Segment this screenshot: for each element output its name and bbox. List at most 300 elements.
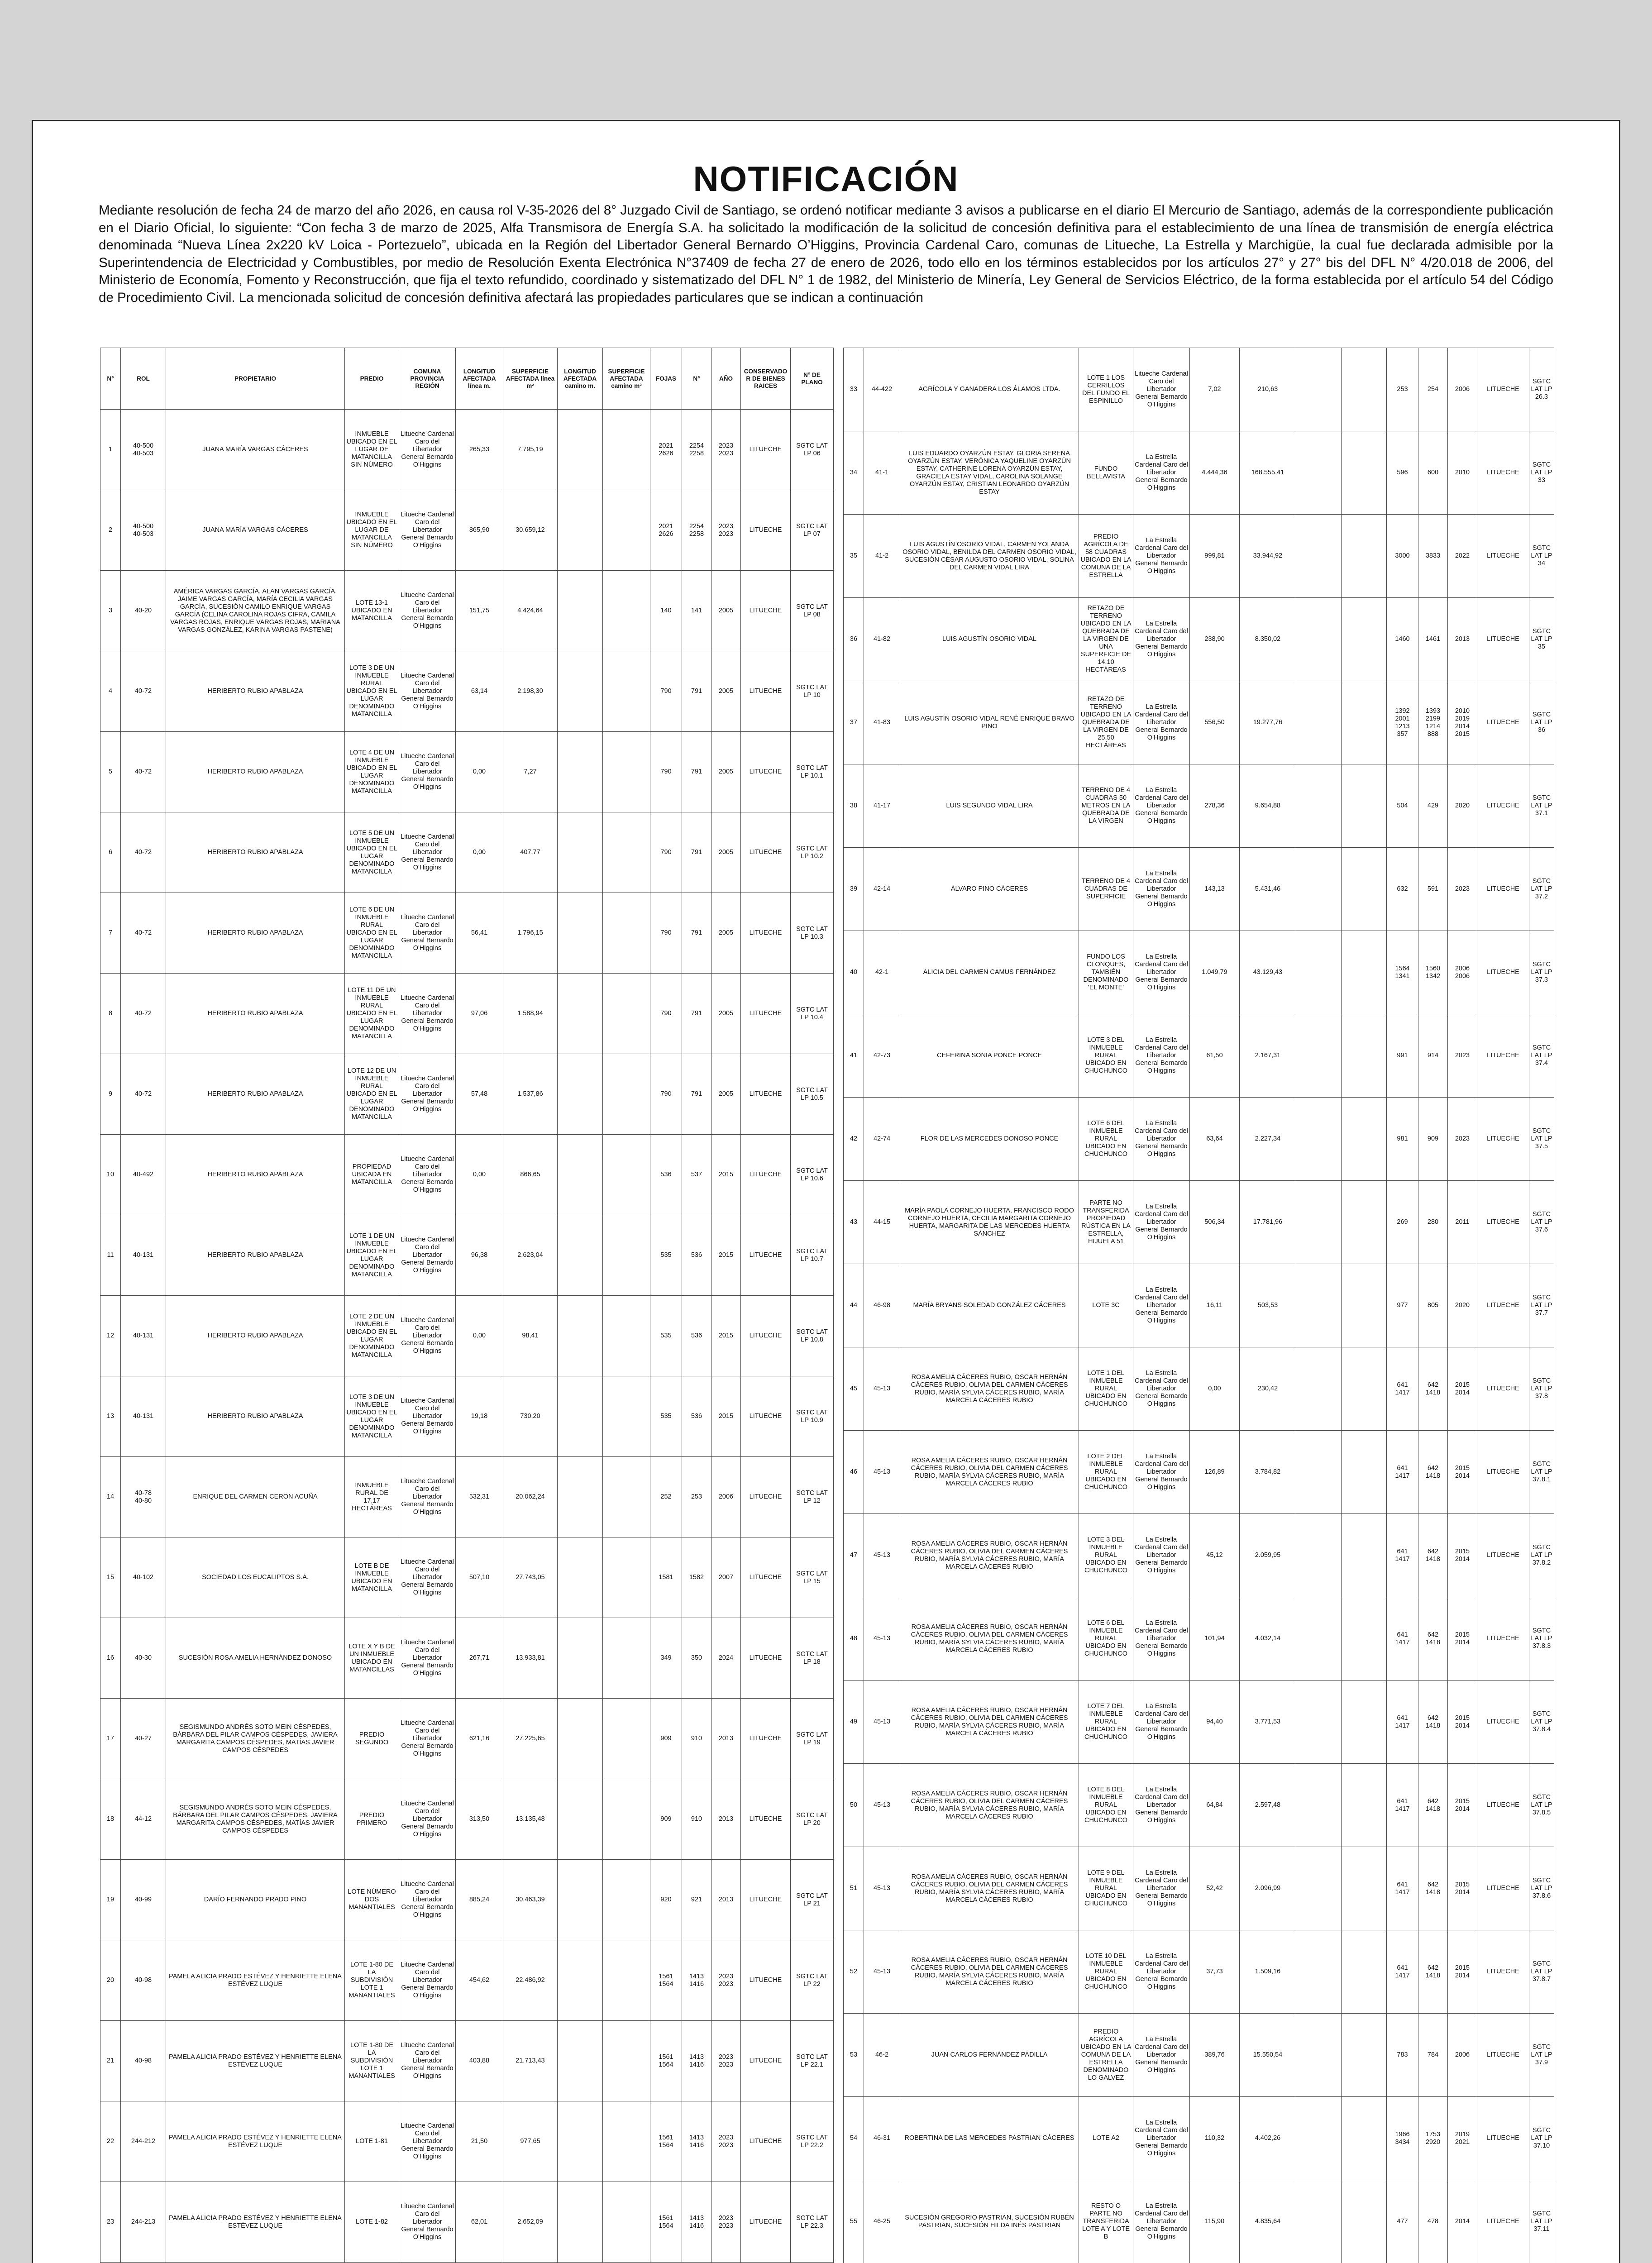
table-cell: 19.277,76 bbox=[1240, 681, 1296, 764]
table-cell: SGTC LAT LP 37.8.2 bbox=[1529, 1514, 1554, 1597]
table-cell: LOTE 3 DEL INMUEBLE RURAL UBICADO EN CHUCHUNCO bbox=[1079, 1514, 1133, 1597]
table-cell: 253 bbox=[1387, 348, 1418, 431]
table-cell: 350 bbox=[682, 1618, 711, 1699]
table-cell: PREDIO PRIMERO bbox=[345, 1779, 399, 1860]
table-cell bbox=[558, 410, 603, 490]
table-cell: La Estrella Cardenal Caro del Libertador General Bernardo O'Higgins bbox=[1133, 1514, 1190, 1597]
table-row bbox=[100, 571, 834, 651]
table-cell: 141 bbox=[682, 571, 711, 651]
table-cell: 790 bbox=[650, 1054, 682, 1135]
table-cell: 506,34 bbox=[1190, 1181, 1240, 1264]
table-cell: 535 bbox=[650, 1296, 682, 1376]
table-cell: 5 bbox=[100, 732, 121, 812]
table-cell: 805 bbox=[1418, 1264, 1448, 1347]
table-cell: 2.623,04 bbox=[503, 1215, 558, 1296]
table-cell: SGTC LAT LP 21 bbox=[791, 1860, 834, 1940]
table-cell: 2023 2023 bbox=[711, 1940, 741, 2021]
table-cell: 2005 bbox=[711, 651, 741, 732]
table-cell bbox=[603, 2101, 650, 2182]
table-cell: 40-98 bbox=[121, 2021, 166, 2101]
table-cell: LOTE 8 DEL INMUEBLE RURAL UBICADO EN CHUCHUNCO bbox=[1079, 1764, 1133, 1847]
table-row bbox=[844, 1264, 1554, 1347]
table-cell: 536 bbox=[682, 1296, 711, 1376]
table-cell: 977,65 bbox=[503, 2101, 558, 2182]
table-cell: LUIS AGUSTÍN OSORIO VIDAL bbox=[900, 598, 1079, 681]
column-header: PREDIO bbox=[345, 348, 399, 410]
table-cell bbox=[1342, 2180, 1387, 2263]
table-cell: La Estrella Cardenal Caro del Libertador General Bernardo O'Higgins bbox=[1133, 2180, 1190, 2263]
properties-table-left bbox=[100, 348, 834, 2263]
table-cell: 2254 2258 bbox=[682, 410, 711, 490]
table-cell: 730,20 bbox=[503, 1376, 558, 1457]
table-cell: 784 bbox=[1418, 2014, 1448, 2097]
table-cell: 8.350,02 bbox=[1240, 598, 1296, 681]
table-cell: La Estrella Cardenal Caro del Libertador General Bernardo O'Higgins bbox=[1133, 1264, 1190, 1347]
table-cell: 2005 bbox=[711, 893, 741, 974]
table-cell: 910 bbox=[682, 1699, 711, 1779]
table-cell: 407,77 bbox=[503, 812, 558, 893]
table-row bbox=[100, 893, 834, 974]
table-cell: 2015 2014 bbox=[1448, 1431, 1477, 1514]
table-cell: LOTE 13-1 UBICADO EN MATANCILLA bbox=[345, 571, 399, 651]
table-cell: 0,00 bbox=[456, 1296, 503, 1376]
properties-table-right bbox=[843, 348, 1554, 2263]
column-header: ROL bbox=[121, 348, 166, 410]
table-cell: LITUECHE bbox=[741, 2182, 791, 2263]
table-cell: 40-72 bbox=[121, 893, 166, 974]
table-cell: 1.537,86 bbox=[503, 1054, 558, 1135]
table-cell: 267,71 bbox=[456, 1618, 503, 1699]
table-cell: RETAZO DE TERRENO UBICADO EN LA QUEBRADA DE LA VIRGEN DE 25,50 HECTÁREAS bbox=[1079, 681, 1133, 764]
table-cell bbox=[603, 1779, 650, 1860]
table-cell: La Estrella Cardenal Caro del Libertador General Bernardo O'Higgins bbox=[1133, 764, 1190, 848]
table-cell: 507,10 bbox=[456, 1537, 503, 1618]
table-cell: 13.933,81 bbox=[503, 1618, 558, 1699]
table-cell: INMUEBLE RURAL DE 17,17 HECTÁREAS bbox=[345, 1457, 399, 1537]
table-cell: TERRENO DE 4 CUADRAS 50 METROS EN LA QUEBRADA DE LA VIRGEN bbox=[1079, 764, 1133, 848]
table-cell: LITUECHE bbox=[1477, 1764, 1529, 1847]
table-cell: ÁLVARO PINO CÁCERES bbox=[900, 848, 1079, 931]
table-cell: Litueche Cardenal Caro del Libertador General Bernardo O'Higgins bbox=[399, 1940, 456, 2021]
table-cell: 96,38 bbox=[456, 1215, 503, 1296]
table-cell: 140 bbox=[650, 571, 682, 651]
table-cell bbox=[1296, 1014, 1342, 1098]
table-row bbox=[844, 1597, 1554, 1681]
table-cell: 2.198,30 bbox=[503, 651, 558, 732]
table-cell: 790 bbox=[650, 974, 682, 1054]
table-cell: La Estrella Cardenal Caro del Libertador General Bernardo O'Higgins bbox=[1133, 1930, 1190, 2014]
table-cell: 27.225,65 bbox=[503, 1699, 558, 1779]
table-cell: 1582 bbox=[682, 1537, 711, 1618]
table-cell: 2010 2019 2014 2015 bbox=[1448, 681, 1477, 764]
table-cell: Litueche Cardenal Caro del Libertador General Bernardo O'Higgins bbox=[399, 2021, 456, 2101]
table-cell: 252 bbox=[650, 1457, 682, 1537]
table-cell: 535 bbox=[650, 1376, 682, 1457]
table-cell: FUNDO BELLAVISTA bbox=[1079, 431, 1133, 515]
table-cell: 49 bbox=[844, 1681, 864, 1764]
table-cell: 642 1418 bbox=[1418, 1930, 1448, 2014]
table-cell bbox=[558, 2021, 603, 2101]
table-cell: 791 bbox=[682, 893, 711, 974]
table-cell bbox=[558, 812, 603, 893]
table-cell: 2023 2023 bbox=[711, 410, 741, 490]
table-cell: 1461 bbox=[1418, 598, 1448, 681]
table-cell bbox=[603, 2021, 650, 2101]
table-cell: 115,90 bbox=[1190, 2180, 1240, 2263]
table-cell: 14 bbox=[100, 1457, 121, 1537]
table-cell: SGTC LAT LP 22.1 bbox=[791, 2021, 834, 2101]
table-cell: 642 1418 bbox=[1418, 1764, 1448, 1847]
table-cell: 0,00 bbox=[456, 732, 503, 812]
table-cell: LITUECHE bbox=[741, 1779, 791, 1860]
table-cell: La Estrella Cardenal Caro del Libertador General Bernardo O'Higgins bbox=[1133, 848, 1190, 931]
column-header: LONGITUD AFECTADA línea m. bbox=[456, 348, 503, 410]
table-cell: 44 bbox=[844, 1264, 864, 1347]
table-cell: 52,42 bbox=[1190, 1847, 1240, 1930]
table-cell: Litueche Cardenal Caro del Libertador General Bernardo O'Higgins bbox=[399, 571, 456, 651]
table-cell: 43 bbox=[844, 1181, 864, 1264]
table-cell: 313,50 bbox=[456, 1779, 503, 1860]
table-cell bbox=[558, 1779, 603, 1860]
table-cell: 40-20 bbox=[121, 571, 166, 651]
table-cell: 40-131 bbox=[121, 1376, 166, 1457]
table-cell: RETAZO DE TERRENO UBICADO EN LA QUEBRADA DE LA VIRGEN DE UNA SUPERFICIE DE 14,10 HECTÁREAS bbox=[1079, 598, 1133, 681]
table-cell: 43.129,43 bbox=[1240, 931, 1296, 1014]
table-cell: 909 bbox=[650, 1779, 682, 1860]
table-cell: LOTE 1-81 bbox=[345, 2101, 399, 2182]
table-cell: INMUEBLE UBICADO EN EL LUGAR DE MATANCILLA SIN NÚMERO bbox=[345, 410, 399, 490]
table-cell: LITUECHE bbox=[741, 1135, 791, 1215]
table-cell bbox=[558, 1054, 603, 1135]
table-cell: 885,24 bbox=[456, 1860, 503, 1940]
table-cell: 19,18 bbox=[456, 1376, 503, 1457]
table-cell: LITUECHE bbox=[1477, 1431, 1529, 1514]
table-cell: 641 1417 bbox=[1387, 1930, 1418, 2014]
table-cell: 0,00 bbox=[456, 1135, 503, 1215]
table-cell bbox=[1342, 848, 1387, 931]
table-cell: ROSA AMELIA CÁCERES RUBIO, OSCAR HERNÁN CÁCERES RUBIO, OLIVIA DEL CARMEN CÁCERES RUBIO, MARÍA SYLVIA CÁCERES RUBIO, MARÍA MARCELA CÁCERES RUBIO bbox=[900, 1597, 1079, 1681]
table-cell: LITUECHE bbox=[1477, 1264, 1529, 1347]
table-cell: 2023 bbox=[1448, 848, 1477, 931]
table-cell: 1413 1416 bbox=[682, 1940, 711, 2021]
table-cell: PAMELA ALICIA PRADO ESTÉVEZ Y HENRIETTE ELENA ESTÉVEZ LUQUE bbox=[166, 2101, 345, 2182]
table-cell: 2005 bbox=[711, 974, 741, 1054]
table-cell: 46-25 bbox=[864, 2180, 900, 2263]
table-cell: LITUECHE bbox=[1477, 1930, 1529, 2014]
table-cell: SGTC LAT LP 20 bbox=[791, 1779, 834, 1860]
table-cell: 7.795,19 bbox=[503, 410, 558, 490]
table-cell: 2013 bbox=[711, 1699, 741, 1779]
table-cell: Litueche Cardenal Caro del Libertador General Bernardo O'Higgins bbox=[399, 974, 456, 1054]
table-row bbox=[844, 1014, 1554, 1098]
table-cell bbox=[1342, 1764, 1387, 1847]
table-cell: SGTC LAT LP 10.8 bbox=[791, 1296, 834, 1376]
table-cell: 21 bbox=[100, 2021, 121, 2101]
table-cell: 1413 1416 bbox=[682, 2182, 711, 2263]
table-cell bbox=[558, 1215, 603, 1296]
table-cell: 238,90 bbox=[1190, 598, 1240, 681]
table-cell: 642 1418 bbox=[1418, 1681, 1448, 1764]
table-cell bbox=[1342, 348, 1387, 431]
table-cell: 536 bbox=[650, 1135, 682, 1215]
table-cell: MARÍA BRYANS SOLEDAD GONZÁLEZ CÁCERES bbox=[900, 1264, 1079, 1347]
table-cell: 7,27 bbox=[503, 732, 558, 812]
table-cell: 46-31 bbox=[864, 2097, 900, 2180]
table-header-row bbox=[100, 348, 834, 410]
table-cell: 62,01 bbox=[456, 2182, 503, 2263]
table-cell: 454,62 bbox=[456, 1940, 503, 2021]
table-cell: Litueche Cardenal Caro del Libertador General Bernardo O'Higgins bbox=[399, 1215, 456, 1296]
table-cell: 791 bbox=[682, 974, 711, 1054]
table-cell: 40-78 40-80 bbox=[121, 1457, 166, 1537]
table-row bbox=[844, 2097, 1554, 2180]
table-row bbox=[100, 2182, 834, 2263]
table-cell: TERRENO DE 4 CUADRAS DE SUPERFICIE bbox=[1079, 848, 1133, 931]
table-cell: 7 bbox=[100, 893, 121, 974]
table-cell: HERIBERTO RUBIO APABLAZA bbox=[166, 651, 345, 732]
table-cell bbox=[603, 1618, 650, 1699]
table-cell bbox=[1342, 764, 1387, 848]
table-cell bbox=[603, 893, 650, 974]
table-cell: 1.588,94 bbox=[503, 974, 558, 1054]
table-cell: SGTC LAT LP 12 bbox=[791, 1457, 834, 1537]
table-cell: 143,13 bbox=[1190, 848, 1240, 931]
table-cell: 1966 3434 bbox=[1387, 2097, 1418, 2180]
table-cell: LITUECHE bbox=[1477, 1181, 1529, 1264]
table-cell: Litueche Cardenal Caro del Libertador General Bernardo O'Higgins bbox=[399, 410, 456, 490]
table-cell: LOTE 9 DEL INMUEBLE RURAL UBICADO EN CHUCHUNCO bbox=[1079, 1847, 1133, 1930]
table-cell: 265,33 bbox=[456, 410, 503, 490]
table-cell: PREDIO AGRÍCOLA DE 58 CUADRAS UBICADO EN LA COMUNA DE LA ESTRELLA bbox=[1079, 515, 1133, 598]
table-cell: SGTC LAT LP 08 bbox=[791, 571, 834, 651]
table-cell: SGTC LAT LP 37.1 bbox=[1529, 764, 1554, 848]
table-cell: HERIBERTO RUBIO APABLAZA bbox=[166, 974, 345, 1054]
table-cell: 2.096,99 bbox=[1240, 1847, 1296, 1930]
table-row bbox=[844, 1431, 1554, 1514]
table-cell: 56,41 bbox=[456, 893, 503, 974]
table-cell: RESTO O PARTE NO TRANSFERIDA LOTE A Y LOTE B bbox=[1079, 2180, 1133, 2263]
table-cell: HERIBERTO RUBIO APABLAZA bbox=[166, 893, 345, 974]
table-cell bbox=[603, 1135, 650, 1215]
table-cell: 210,63 bbox=[1240, 348, 1296, 431]
table-row bbox=[844, 931, 1554, 1014]
table-cell: SGTC LAT LP 10.3 bbox=[791, 893, 834, 974]
table-cell bbox=[1296, 1681, 1342, 1764]
table-cell: 36 bbox=[844, 598, 864, 681]
table-cell bbox=[558, 893, 603, 974]
column-header: N° bbox=[100, 348, 121, 410]
table-cell: La Estrella Cardenal Caro del Libertador General Bernardo O'Higgins bbox=[1133, 1014, 1190, 1098]
table-cell: 389,76 bbox=[1190, 2014, 1240, 2097]
table-cell bbox=[558, 1457, 603, 1537]
table-cell: 9 bbox=[100, 1054, 121, 1135]
table-cell: 244-212 bbox=[121, 2101, 166, 2182]
table-cell: 790 bbox=[650, 732, 682, 812]
table-cell bbox=[558, 974, 603, 1054]
table-cell: 57,48 bbox=[456, 1054, 503, 1135]
table-cell: 41-17 bbox=[864, 764, 900, 848]
table-cell: LITUECHE bbox=[1477, 1847, 1529, 1930]
table-cell bbox=[1342, 431, 1387, 515]
table-cell: 2015 2014 bbox=[1448, 1930, 1477, 2014]
table-cell: 45-13 bbox=[864, 1764, 900, 1847]
table-cell: 3833 bbox=[1418, 515, 1448, 598]
table-cell: Litueche Cardenal Caro del Libertador General Bernardo O'Higgins bbox=[399, 1296, 456, 1376]
table-cell: 33 bbox=[844, 348, 864, 431]
table-cell: La Estrella Cardenal Caro del Libertador General Bernardo O'Higgins bbox=[1133, 2014, 1190, 2097]
table-cell: 41-83 bbox=[864, 681, 900, 764]
table-cell: La Estrella Cardenal Caro del Libertador General Bernardo O'Higgins bbox=[1133, 931, 1190, 1014]
table-cell: LOTE 1 DEL INMUEBLE RURAL UBICADO EN CHUCHUNCO bbox=[1079, 1347, 1133, 1431]
table-cell: 41-2 bbox=[864, 515, 900, 598]
column-header: SUPERFICIE AFECTADA camino m² bbox=[603, 348, 650, 410]
table-cell: SGTC LAT LP 15 bbox=[791, 1537, 834, 1618]
table-cell: 909 bbox=[1418, 1098, 1448, 1181]
table-cell: 40-72 bbox=[121, 812, 166, 893]
table-cell bbox=[558, 571, 603, 651]
table-cell bbox=[1296, 1514, 1342, 1597]
table-cell: LITUECHE bbox=[741, 732, 791, 812]
table-row bbox=[844, 1930, 1554, 2014]
table-cell bbox=[603, 571, 650, 651]
table-cell bbox=[558, 2101, 603, 2182]
table-cell: Litueche Cardenal Caro del Libertador General Bernardo O'Higgins bbox=[399, 2182, 456, 2263]
table-cell: SEGISMUNDO ANDRÉS SOTO MEIN CÉSPEDES, BÁRBARA DEL PILAR CAMPOS CÉSPEDES, JAVIERA MARGARITA CAMPOS CÉSPEDES, MATÍAS JAVIER CAMPOS CÉSPEDES bbox=[166, 1699, 345, 1779]
table-cell: 53 bbox=[844, 2014, 864, 2097]
table-row bbox=[844, 2014, 1554, 2097]
table-cell: SGTC LAT LP 37.8.5 bbox=[1529, 1764, 1554, 1847]
table-cell: Litueche Cardenal Caro del Libertador General Bernardo O'Higgins bbox=[399, 1457, 456, 1537]
table-cell: LITUECHE bbox=[741, 1940, 791, 2021]
table-row bbox=[844, 681, 1554, 764]
table-row bbox=[100, 1537, 834, 1618]
table-cell: 9.654,88 bbox=[1240, 764, 1296, 848]
table-cell: 866,65 bbox=[503, 1135, 558, 1215]
table-cell: LITUECHE bbox=[741, 1537, 791, 1618]
table-cell: LOTE 1-80 DE LA SUBDIVISIÓN LOTE 1 MANANTIALES bbox=[345, 2021, 399, 2101]
table-cell bbox=[603, 1537, 650, 1618]
table-cell: 2021 2626 bbox=[650, 410, 682, 490]
table-row bbox=[844, 1681, 1554, 1764]
table-row bbox=[100, 2021, 834, 2101]
table-cell: 909 bbox=[650, 1699, 682, 1779]
table-cell: 37 bbox=[844, 681, 864, 764]
table-cell: 2020 bbox=[1448, 764, 1477, 848]
table-cell: SGTC LAT LP 10.4 bbox=[791, 974, 834, 1054]
table-cell: LITUECHE bbox=[1477, 598, 1529, 681]
table-cell: LITUECHE bbox=[1477, 515, 1529, 598]
table-cell: 642 1418 bbox=[1418, 1514, 1448, 1597]
table-cell: LITUECHE bbox=[741, 410, 791, 490]
table-cell: LOTE 1 DE UN INMUEBLE UBICADO EN EL LUGAR DENOMINADO MATANCILLA bbox=[345, 1215, 399, 1296]
table-cell: 2006 bbox=[1448, 348, 1477, 431]
table-cell: 45-13 bbox=[864, 1681, 900, 1764]
table-cell: 45-13 bbox=[864, 1431, 900, 1514]
table-cell: LOTE 5 DE UN INMUEBLE UBICADO EN EL LUGAR DENOMINADO MATANCILLA bbox=[345, 812, 399, 893]
table-cell: 44-15 bbox=[864, 1181, 900, 1264]
table-cell bbox=[603, 732, 650, 812]
table-cell: 641 1417 bbox=[1387, 1597, 1418, 1681]
table-cell: 2023 2023 bbox=[711, 490, 741, 571]
table-cell bbox=[558, 1699, 603, 1779]
table-cell: 23 bbox=[100, 2182, 121, 2263]
table-cell: LOTE B DE INMUEBLE UBICADO EN MATANCILLA bbox=[345, 1537, 399, 1618]
table-cell: 40-99 bbox=[121, 1860, 166, 1940]
table-row bbox=[100, 812, 834, 893]
table-cell: 46 bbox=[844, 1431, 864, 1514]
table-cell: INMUEBLE UBICADO EN EL LUGAR DE MATANCILLA SIN NÚMERO bbox=[345, 490, 399, 571]
table-cell: HERIBERTO RUBIO APABLAZA bbox=[166, 1376, 345, 1457]
table-cell: 4.444,36 bbox=[1190, 431, 1240, 515]
table-cell: 63,64 bbox=[1190, 1098, 1240, 1181]
table-cell: PAMELA ALICIA PRADO ESTÉVEZ Y HENRIETTE ELENA ESTÉVEZ LUQUE bbox=[166, 2182, 345, 2263]
table-cell: LITUECHE bbox=[741, 893, 791, 974]
table-cell: 40-102 bbox=[121, 1537, 166, 1618]
table-cell: MARÍA PAOLA CORNEJO HUERTA, FRANCISCO RODO CORNEJO HUERTA, CECILIA MARGARITA CORNEJO HUERTA, MARGARITA DE LAS MERCEDES HUERTA SÁNCHEZ bbox=[900, 1181, 1079, 1264]
table-cell: Litueche Cardenal Caro del Libertador General Bernardo O'Higgins bbox=[399, 732, 456, 812]
table-cell bbox=[1342, 1347, 1387, 1431]
table-cell: 7,02 bbox=[1190, 348, 1240, 431]
table-cell bbox=[603, 651, 650, 732]
table-row bbox=[100, 1699, 834, 1779]
table-cell: PARTE NO TRANSFERIDA PROPIEDAD RÚSTICA EN LA ESTRELLA, HIJUELA 51 bbox=[1079, 1181, 1133, 1264]
table-cell: HERIBERTO RUBIO APABLAZA bbox=[166, 1215, 345, 1296]
table-cell: 42-73 bbox=[864, 1014, 900, 1098]
table-cell: LITUECHE bbox=[741, 1215, 791, 1296]
table-cell: 98,41 bbox=[503, 1296, 558, 1376]
table-cell: LITUECHE bbox=[741, 1457, 791, 1537]
table-cell: LITUECHE bbox=[741, 651, 791, 732]
table-cell: 1413 1416 bbox=[682, 2101, 711, 2182]
table-cell bbox=[1296, 348, 1342, 431]
table-cell: 790 bbox=[650, 893, 682, 974]
table-cell: 1 bbox=[100, 410, 121, 490]
table-row bbox=[100, 1940, 834, 2021]
table-row bbox=[844, 348, 1554, 431]
table-cell: 40-492 bbox=[121, 1135, 166, 1215]
table-cell: 42-14 bbox=[864, 848, 900, 931]
column-header: FOJAS bbox=[650, 348, 682, 410]
table-cell: 2024 bbox=[711, 1618, 741, 1699]
table-cell: 12 bbox=[100, 1296, 121, 1376]
table-cell: SGTC LAT LP 37.5 bbox=[1529, 1098, 1554, 1181]
table-cell: LITUECHE bbox=[1477, 1098, 1529, 1181]
table-cell: 2023 bbox=[1448, 1014, 1477, 1098]
table-cell: ROSA AMELIA CÁCERES RUBIO, OSCAR HERNÁN CÁCERES RUBIO, OLIVIA DEL CARMEN CÁCERES RUBIO, MARÍA SYLVIA CÁCERES RUBIO, MARÍA MARCELA CÁCERES RUBIO bbox=[900, 1847, 1079, 1930]
table-cell: SGTC LAT LP 37.8.4 bbox=[1529, 1681, 1554, 1764]
table-cell: LITUECHE bbox=[741, 1376, 791, 1457]
table-cell bbox=[603, 410, 650, 490]
table-cell: 532,31 bbox=[456, 1457, 503, 1537]
table-cell: 18 bbox=[100, 1779, 121, 1860]
table-cell: 11 bbox=[100, 1215, 121, 1296]
table-cell: AGRÍCOLA Y GANADERA LOS ÁLAMOS LTDA. bbox=[900, 348, 1079, 431]
table-cell: 1564 1341 bbox=[1387, 931, 1418, 1014]
table-cell: LITUECHE bbox=[741, 812, 791, 893]
table-cell bbox=[1342, 515, 1387, 598]
table-cell: SGTC LAT LP 37.9 bbox=[1529, 2014, 1554, 2097]
table-cell: AMÉRICA VARGAS GARCÍA, ALAN VARGAS GARCÍA, JAIME VARGAS GARCÍA, MARÍA CECILIA VARGAS GARCÍA, SUCESIÓN CAMILO ENRIQUE VARGAS GARCÍA (CELINA CAROLINA ROJAS CIFRA, CAMILA VARGAS ROJAS, ENRIQUE VARGAS ROJAS, MARIANA VARGAS GONZÁLEZ, KARINA VARGAS PASTENE) bbox=[166, 571, 345, 651]
table-cell: SGTC LAT LP 22.2 bbox=[791, 2101, 834, 2182]
table-cell: LITUECHE bbox=[1477, 848, 1529, 931]
table-cell: 40-131 bbox=[121, 1296, 166, 1376]
table-cell: 46-2 bbox=[864, 2014, 900, 2097]
table-cell: 2005 bbox=[711, 1054, 741, 1135]
table-cell: SUCESIÓN GREGORIO PASTRIAN, SUCESIÓN RUBÉN PASTRIAN, SUCESIÓN HILDA INÉS PASTRIAN bbox=[900, 2180, 1079, 2263]
table-cell: SGTC LAT LP 10.9 bbox=[791, 1376, 834, 1457]
table-cell: 641 1417 bbox=[1387, 1764, 1418, 1847]
table-cell: SGTC LAT LP 37.8.6 bbox=[1529, 1847, 1554, 1930]
